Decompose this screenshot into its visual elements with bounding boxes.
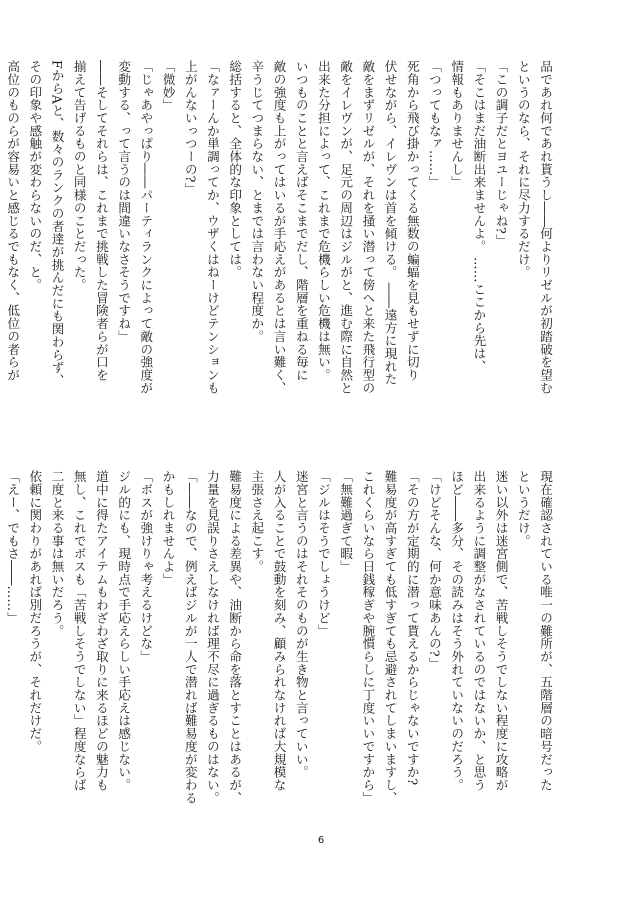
text-line: 道中に得たアイテムもわざわざ取りに来るほどの魅力も [93,470,109,792]
text-line: 「ジルはそうでしょうけど」 [315,470,331,638]
text-line: 無し、これでボスも「苦戦しそうでしない」程度ならば [71,470,87,792]
text-line: 依頼に関わりがあれば別だろうが、それだけだ。 [27,470,43,753]
text-line: ――そしてそれらは、これまで挑戦した冒険者らが口を [93,60,109,382]
text-line: 二度と来る事は無いだろう。 [49,470,65,638]
text-line: いつものことと言えばそこまでだし、階層を重ねる毎に [293,60,309,382]
text-line: 力量を見誤りさえしなければ理不尽に過ぎるものはない。 [204,470,220,805]
text-line: 「微妙」 [160,60,176,112]
text-line: 敵をイレヴンが、足元の周辺はジルがと、進む際に自然と [338,60,354,395]
text-line: 主張さえ起こす。 [249,470,265,573]
text-line: ほど――多分、その読みはそう外れていないのだろう。 [449,470,465,792]
text-column-top [5,60,556,440]
text-line: 「そこはまだ油断出来ませんよ。 ……ここから先は、 [471,60,487,373]
text-line: 「つってもなァ……」 [426,60,442,189]
text-column-bottom [5,470,556,830]
text-line: 「なァーんか単調ってか、ウザくはねーけどテンションも [204,60,220,395]
text-line: というだけ。 [515,470,531,548]
text-line [0,60,1,440]
text-line: 上がんないっつーの?」 [182,60,198,196]
text-line: 変動する、って言うのは間違いなさそうですね」 [116,60,132,343]
text-line: 「けどそんな、何か意味あんの?」 [426,470,442,670]
text-line: というのなら、それに尽力するだけ。 [515,60,531,279]
text-line: 敵の強度も上がってはいるが手応えがあるとは言い難く、 [271,60,287,395]
text-line: 品であれ何であれ貰うし――何よりリゼルが初踏破を望む [538,60,553,395]
text-line: 高位のものらが容易いと感じるでもなく、低位の者らが [5,60,21,382]
text-line: 難易度による差異や、油断から命を落とすことはあるが、 [227,470,243,805]
text-line: 出来るように調整がなされているのではないか、と思う [471,470,487,792]
text-line: FからAと、数々のランクの者達が挑んだにも関わらず、 [49,60,65,387]
page-number: 6 [317,835,325,846]
text-line [0,470,1,830]
text-line: 辛うじてつまらない、とまでは言わない程度か。 [249,60,265,343]
text-line: 出来た分担によって、これまで危機らしい危機は無い。 [315,60,331,382]
text-line: 「――なので、例えばジルが一人で潜れば難易度が変わる [182,470,198,805]
text-line: 敵をまずリゼルが、それを掻い潜って傍へと来た飛行型の [360,60,376,395]
text-line: 情報もありませんし」 [449,60,465,189]
text-line: 「無難過ぎて暇」 [338,470,354,573]
text-line: 迷い以外は迷宮側で、苦戦しそうでしない程度に攻略が [493,470,509,792]
text-line: 難易度が高すぎても低すぎても忌避されてしまいますし、 [382,470,398,805]
text-line: 総括すると、全体的な印象としては。 [227,60,243,279]
text-line: 現在確認されている唯一の難所が、五階層の暗号だった [538,470,553,792]
text-line: これくらいなら日銭稼ぎや腕慣らしに丁度いいですから」 [360,470,376,805]
text-line: 「えー、でもさ――……」 [5,470,21,625]
text-line: 迷宮と言うのはそれそのものが生き物と言っていい。 [293,470,309,779]
text-line: 揃えて告げるものと同様のことだった。 [71,60,87,292]
text-line: 伏せながら、イレヴンは首を傾ける。 ――遠方に現れた [382,60,398,386]
text-line: 「じゃあやっぱり――パーティランクによって敵の強度が [138,60,154,395]
text-line: 人が入ることで鼓動を刻み、顧みられなければ大規模な [271,470,287,792]
text-line: 「その方が定期的に潜って貰えるからじゃないですか? [404,470,420,786]
text-line: かもしれませんよ」 [160,470,176,586]
text-line: 「ボスが強けりゃ考えるけどな」 [138,470,154,663]
text-line: その印象や感触が変わらないのだ、と。 [27,60,43,292]
text-line: 死角から飛び掛かってくる無数の蝙蝠を見もせずに切り [404,60,420,382]
text-line: 「この調子だとヨユーじゃね?」 [493,60,509,247]
text-line: ジル的にも、現時点で手応えらしい手応えは感じない。 [116,470,132,792]
